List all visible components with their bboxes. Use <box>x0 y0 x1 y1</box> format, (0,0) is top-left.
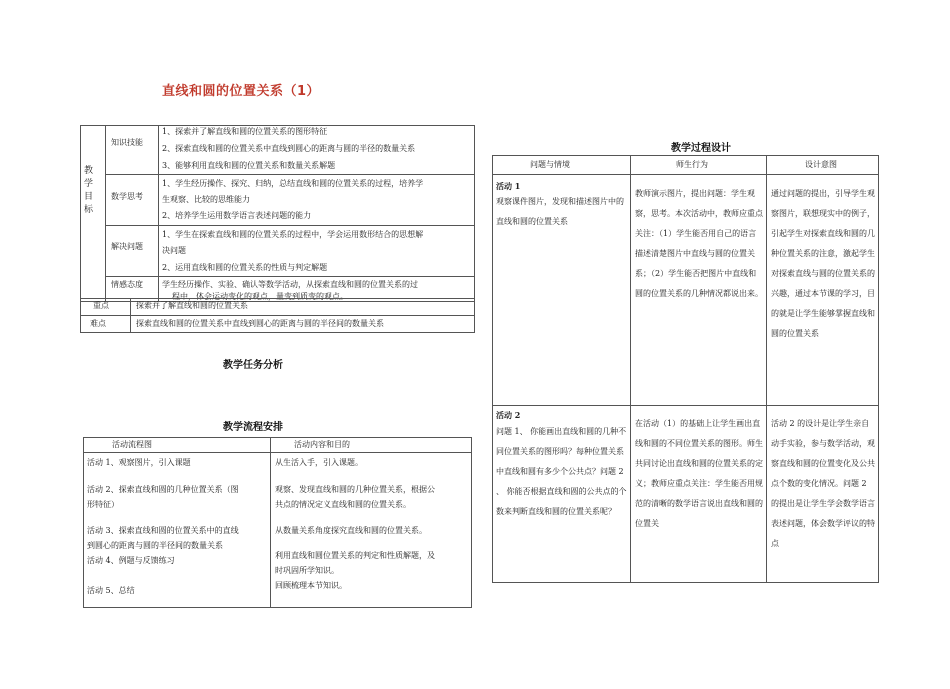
flow-heading: 教学流程安排 <box>223 422 283 433</box>
flow-step: 活动 5、总结 <box>87 586 135 595</box>
flow-step: 活动 3、探索直线和圆的位置关系中的直线 <box>87 526 239 535</box>
goal-line: 1、学生经历操作、探究、归纳，总结直线和圆的位置关系的过程，培养学 <box>162 179 424 188</box>
flow-purpose: 观察、发现直线和圆的几种位置关系，根据公 <box>275 485 435 494</box>
goal-line: 决问题 <box>162 246 186 255</box>
process-col-header: 问题与情境 <box>530 160 570 169</box>
flow-col-header: 活动流程图 <box>112 440 152 449</box>
goal-line: 1、探索并了解直线和圆的位置关系的图形特征 <box>162 127 328 136</box>
flow-purpose: 利用直线和圆位置关系的判定和性质解题，及 <box>275 551 435 560</box>
flow-step: 活动 4、例题与反馈练习 <box>87 556 175 565</box>
flow-purpose: 时巩固所学知识。 <box>275 566 339 575</box>
task-analysis-heading: 教学任务分析 <box>223 360 283 371</box>
process-col-header: 设计意图 <box>805 160 837 169</box>
flow-purpose: 回顾梳理本节知识。 <box>275 581 347 590</box>
flow-step: 活动 2、探索直线和圆的几种位置关系（图 <box>87 485 239 494</box>
flow-purpose: 从数量关系角度探究直线和圆的位置关系。 <box>275 526 427 535</box>
activity-teacher-action: 在活动（1）的基础上让学生画出直线和圆的不同位置关系的图形。师生共同讨论出直线和圆的位置关系的定义；教师应重点关注：学生能否用规范的清晰的数学语言说出直线和圆的位置关 <box>635 419 763 528</box>
goal-line: 2、探索直线和圆的位置关系中直线到圆心的距离与圆的半径的数量关系 <box>162 144 416 153</box>
process-col-header: 师生行为 <box>676 160 708 169</box>
goals-head: 教学目标 <box>84 166 94 215</box>
activity-design-intent: 活动 2 的设计是让学生亲自动手实验，参与数学活动，观察直线和圆的位置变化及公共点个数的变化情况。问题 2 的提出是让学生学会数学语言表述问题，体会数学评议的特点 <box>771 419 875 548</box>
goal-line: 1、学生在探索直线和圆的位置关系的过程中，学会运用数形结合的思想解 <box>162 230 424 239</box>
goal-line: 程中，体会运动变化的观点，量变到质变的观点。 <box>172 292 348 301</box>
goal-label: 数学思考 <box>111 192 143 201</box>
activity-question: 观察课件图片，发现和描述图片中的直线和圆的位置关系 <box>496 197 624 226</box>
flow-purpose: 共点的情况定义直线和圆的位置关系。 <box>275 500 411 509</box>
flow-step: 到圆心的距离与圆的半径间的数量关系 <box>87 541 223 550</box>
goal-line: 3、能够利用直线和圆的位置关系和数量关系解题 <box>162 161 336 170</box>
activity-title: 活动 2 <box>496 410 521 420</box>
difficulty-text: 探索直线和圆的位置关系中直线到圆心的距离与圆的半径间的数量关系 <box>136 319 384 328</box>
key-text: 探索并了解直线和圆的位置关系 <box>136 301 248 310</box>
goal-line: 生观察、比较的思维能力 <box>162 195 250 204</box>
goal-label: 知识技能 <box>111 138 143 147</box>
activity-design-intent: 通过问题的提出，引导学生观察图片，联想现实中的例子，引起学生对探索直线和圆的几种位置关系的注意，激起学生对探索直线与圆的位置关系的兴趣，通过本节课的学习，目的就是让学生能够掌握直线和圆的位置关系 <box>771 189 875 338</box>
activity-teacher-action: 教师演示图片，提出问题：学生观察，思考。本次活动中，教师应重点关注：（1）学生能否用自己的语言描述清楚图片中直线与圆的位置关系；（2）学生能否把图片中直线和圆的位置关系的几种情况都说出来。 <box>635 189 763 298</box>
flow-step: 活动 1、观察图片，引入课题 <box>87 458 191 467</box>
document-title: 直线和圆的位置关系（1） <box>161 84 321 99</box>
activity-question: 问题 1、 你能画出直线和圆的几种不同位置关系的图形吗？每种位置关系中直线和圆有多少个公共点？问题 2 、 你能否根据直线和圆的公共点的个数来判断直线和圆的位置关系呢？ <box>496 427 627 516</box>
goal-label: 情感态度 <box>111 280 143 289</box>
process-heading: 教学过程设计 <box>671 143 731 154</box>
flow-purpose: 从生活入手，引入课题。 <box>275 458 363 467</box>
goal-line: 学生经历操作、实验、确认等数学活动，从探索直线和圆的位置关系的过 <box>162 280 418 289</box>
goal-label: 解决问题 <box>111 242 143 251</box>
goal-line: 2、运用直线和圆的位置关系的性质与判定解题 <box>162 263 328 272</box>
flow-col-header: 活动内容和目的 <box>294 440 350 449</box>
difficulty-label: 难点 <box>90 319 106 328</box>
flow-step: 形特征） <box>87 500 119 509</box>
goal-line: 2、培养学生运用数学语言表述问题的能力 <box>162 211 312 220</box>
activity-title: 活动 1 <box>496 181 521 191</box>
key-label: 重点 <box>93 301 109 310</box>
